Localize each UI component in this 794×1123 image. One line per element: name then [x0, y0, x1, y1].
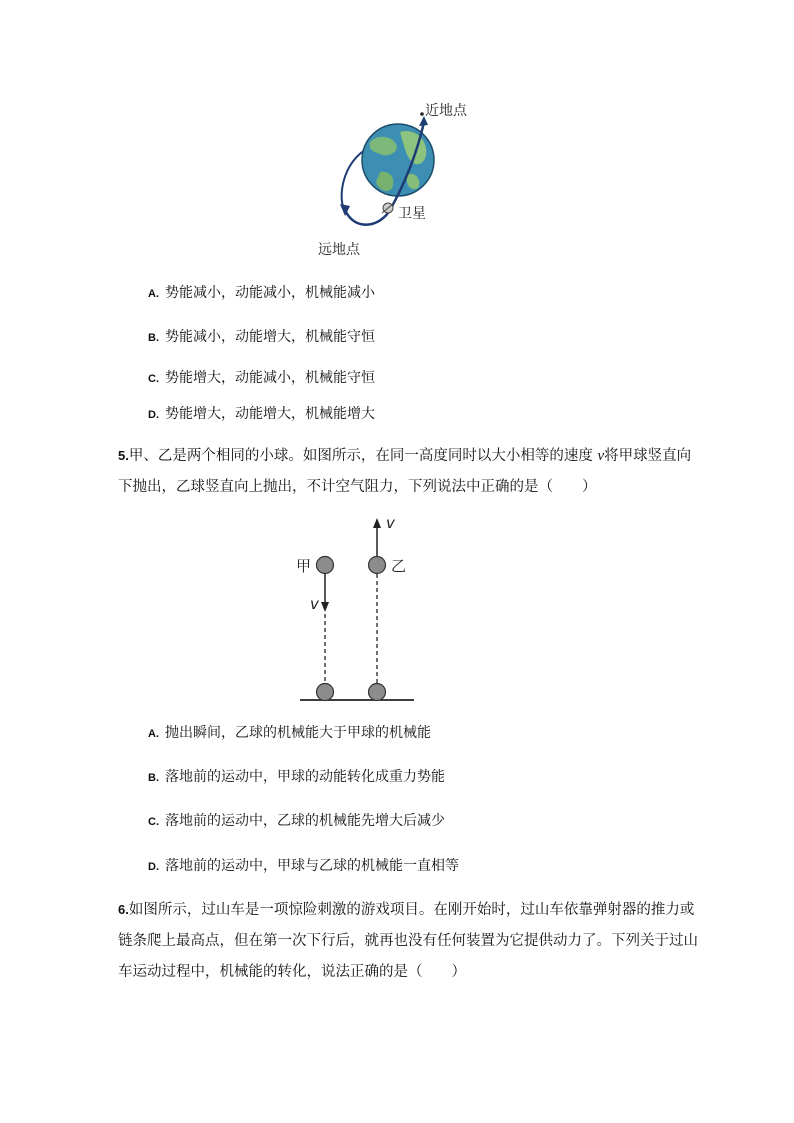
- q4-option-b[interactable]: B. 势能减小，动能增大，机械能守恒: [148, 329, 375, 345]
- q5-option-d[interactable]: D. 落地前的运动中，甲球与乙球的机械能一直相等: [148, 858, 459, 874]
- ball-yi-ground: [369, 684, 386, 701]
- ball-jia: [317, 557, 334, 574]
- label-perigee: 近地点: [425, 103, 467, 119]
- question-6-stem: 6.如图所示，过山车是一项惊险刺激的游戏项目。在刚开始时，过山车依靠弹射器的推力或链条爬上最高点，但在第一次下行后，就再也没有任何装置为它提供动力了。下列关于过山车运动过程中，机械能的转化，说法正确的是（ ）: [118, 902, 698, 980]
- q4-option-a[interactable]: A. 势能减小，动能减小，机械能减小: [148, 285, 375, 301]
- label-yi: 乙: [391, 557, 407, 575]
- question-5-stem: 5.甲、乙是两个相同的小球。如图所示，在同一高度同时以大小相等的速度 v将甲球竖直向下抛出，乙球竖直向上抛出，不计空气阻力，下列说法中正确的是（ ）: [118, 448, 692, 495]
- label-satellite: 卫星: [398, 206, 426, 222]
- q4-option-c[interactable]: C. 势能增大，动能减小，机械能守恒: [148, 370, 375, 386]
- q4-option-d[interactable]: D. 势能增大，动能增大，机械能增大: [148, 406, 375, 422]
- balls-figure: [288, 512, 428, 707]
- arrow-up-icon: [373, 518, 381, 528]
- ball-jia-ground: [317, 684, 334, 701]
- orbit-figure: [300, 92, 500, 262]
- q5-option-a[interactable]: A. 抛出瞬间，乙球的机械能大于甲球的机械能: [148, 725, 431, 741]
- label-apogee: 远地点: [318, 242, 360, 258]
- q5-option-c[interactable]: C. 落地前的运动中，乙球的机械能先增大后减少: [148, 813, 445, 829]
- label-jia: 甲: [296, 557, 312, 575]
- q5-option-b[interactable]: B. 落地前的运动中，甲球的动能转化成重力势能: [148, 769, 445, 785]
- ball-yi: [369, 557, 386, 574]
- label-v-jia: v: [310, 595, 319, 613]
- label-v-yi: v: [386, 514, 395, 532]
- arrow-down-icon: [321, 602, 329, 612]
